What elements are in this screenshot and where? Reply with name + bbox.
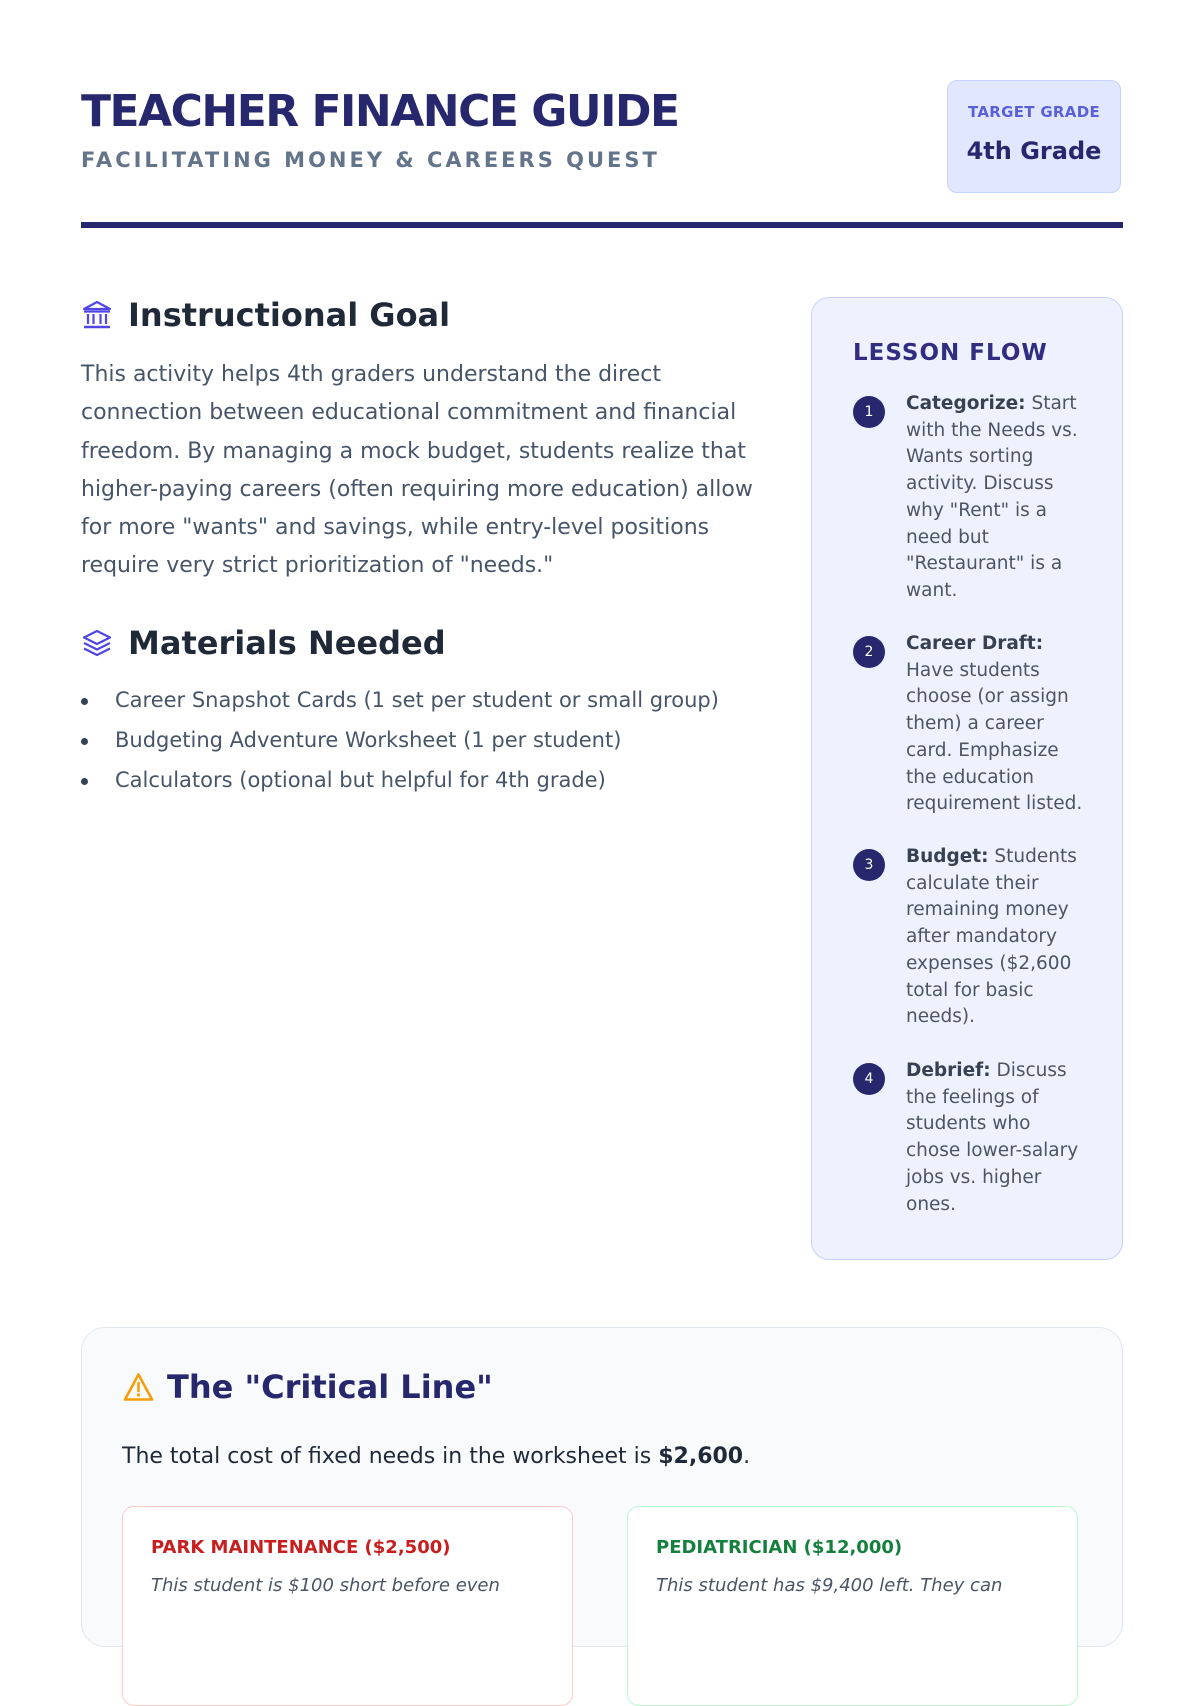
card-text: This student is $100 short before even <box>151 1575 500 1596</box>
step-text <box>906 844 1086 1031</box>
materials-heading <box>81 624 446 662</box>
layers-icon <box>81 627 113 659</box>
critical-line-panel <box>81 1327 1123 1647</box>
step-label: Debrief: <box>906 1060 991 1081</box>
step-description: Students calculate their remaining money after mandatory expenses ($2,600 total for basic needs). <box>906 846 1077 1028</box>
instructional-goal-heading <box>81 296 450 334</box>
step-label: Career Draft: <box>906 633 1044 654</box>
step-label: Categorize: <box>906 393 1026 414</box>
lesson-flow-panel <box>811 297 1123 1260</box>
instructional-goal-title: Instructional Goal <box>128 296 451 334</box>
target-grade-label: TARGET GRADE <box>967 103 1100 121</box>
critical-text-suffix: . <box>743 1444 751 1469</box>
park-maintenance-card <box>122 1506 573 1706</box>
card-title: PARK MAINTENANCE ($2,500) <box>151 1537 451 1558</box>
critical-total: $2,600 <box>658 1444 744 1469</box>
critical-line-text <box>122 1444 750 1469</box>
step-description: Discuss the feelings of students who chose lower-salary jobs vs. higher ones. <box>906 1060 1079 1215</box>
instructional-goal-text: This activity helps 4th graders understand the direct connection between educational commitment and financial freedom. By managing a mock budget, students realize that higher-paying careers (often requiring more education) allow for more "wants" and savings, while entry-level positions require very strict prioritization of "needs." <box>81 362 753 579</box>
critical-text-prefix: The total cost of fixed needs in the worksheet is <box>122 1444 659 1469</box>
lesson-flow-title: LESSON FLOW <box>853 340 1048 366</box>
header-divider <box>81 222 1123 228</box>
step-description: Start with the Needs vs. Wants sorting activity. Discuss why "Rent" is a need but "Restaurant" is a want. <box>906 393 1078 601</box>
step-number: 1 <box>853 396 885 428</box>
step-text <box>906 631 1086 818</box>
page-title: TEACHER FINANCE GUIDE <box>81 86 679 137</box>
list-item: Career Snapshot Cards (1 set per student or small group) <box>81 680 761 720</box>
step-text <box>906 1058 1086 1218</box>
list-item: Budgeting Adventure Worksheet (1 per student) <box>81 720 761 760</box>
card-title: PEDIATRICIAN ($12,000) <box>656 1537 903 1558</box>
warning-icon <box>122 1371 155 1404</box>
bank-icon <box>81 299 113 331</box>
critical-line-heading <box>122 1368 493 1406</box>
page-subtitle: FACILITATING MONEY & CAREERS QUEST <box>81 148 660 172</box>
step-text <box>906 391 1086 605</box>
step-number: 3 <box>853 849 885 881</box>
step-description: Have students choose (or assign them) a career card. Emphasize the education requirement listed. <box>906 659 1083 815</box>
step-label: Budget: <box>906 846 989 867</box>
critical-line-title: The "Critical Line" <box>167 1368 493 1406</box>
materials-title: Materials Needed <box>128 624 446 662</box>
pediatrician-card <box>627 1506 1078 1706</box>
target-grade-value: 4th Grade <box>966 137 1102 165</box>
step-number: 2 <box>853 636 885 668</box>
materials-list <box>81 680 761 800</box>
target-grade-badge <box>947 80 1121 193</box>
list-item: Calculators (optional but helpful for 4th grade) <box>81 760 761 800</box>
card-text: This student has $9,400 left. They can <box>656 1575 1003 1596</box>
step-number: 4 <box>853 1063 885 1095</box>
